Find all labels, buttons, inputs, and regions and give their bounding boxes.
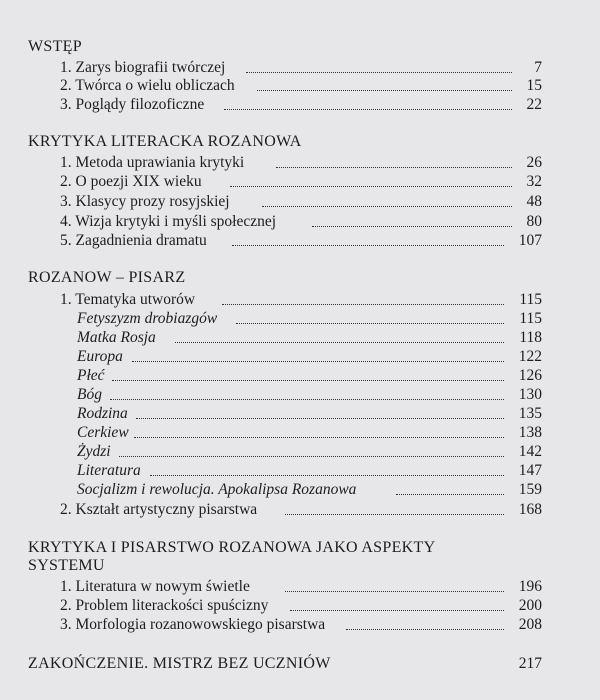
leader-dots bbox=[110, 399, 504, 400]
toc-entry-page: 48 bbox=[526, 193, 542, 210]
toc-entry-page: 107 bbox=[518, 232, 542, 249]
toc-entry bbox=[0, 578, 600, 596]
toc-entry-label: 2. Problem literackości spuścizny bbox=[60, 597, 269, 614]
toc-entry-page: 217 bbox=[518, 655, 542, 672]
leader-dots bbox=[236, 323, 504, 324]
toc-entry-label: 2. O poezji XIX wieku bbox=[60, 173, 202, 190]
leader-dots bbox=[136, 418, 504, 419]
toc-entry-page: 147 bbox=[518, 462, 542, 479]
toc-subentry bbox=[0, 462, 600, 480]
toc-entry-label: 1. Zarys biografii twórczej bbox=[60, 59, 226, 76]
toc-entry-label: 1. Literatura w nowym świetle bbox=[60, 578, 250, 595]
toc-entry-page: 80 bbox=[526, 213, 542, 230]
section-title-krytyka-literacka: KRYTYKA LITERACKA ROZANOWA bbox=[28, 133, 302, 150]
toc-entry bbox=[0, 193, 600, 211]
toc-entry-label: 1. Metoda uprawiania krytyki bbox=[60, 154, 245, 171]
toc-subentry bbox=[0, 329, 600, 347]
toc-entry-page: 32 bbox=[526, 173, 542, 190]
toc-entry-page: 22 bbox=[526, 96, 542, 113]
leader-dots bbox=[285, 591, 504, 592]
toc-entry-label: 3. Klasycy prozy rosyjskiej bbox=[60, 193, 230, 210]
toc-subentry bbox=[0, 481, 600, 499]
toc-entry-label: Płeć bbox=[77, 367, 105, 384]
toc-entry-label: Rodzina bbox=[77, 405, 128, 422]
leader-dots bbox=[230, 186, 512, 187]
leader-dots bbox=[262, 206, 512, 207]
section-title-krytyka-i-pisarstwo-line2: SYSTEMU bbox=[28, 557, 105, 574]
toc-entry bbox=[0, 59, 600, 77]
toc-subentry bbox=[0, 443, 600, 461]
leader-dots bbox=[112, 380, 504, 381]
section-title-krytyka-i-pisarstwo: KRYTYKA I PISARSTWO ROZANOWA JAKO ASPEKTY bbox=[28, 539, 436, 556]
toc-entry bbox=[0, 173, 600, 191]
leader-dots bbox=[346, 629, 504, 630]
toc-entry-page: 126 bbox=[518, 367, 542, 384]
toc-entry bbox=[0, 597, 600, 615]
toc-entry-label: 3. Morfologia rozanowowskiego pisarstwa bbox=[60, 616, 326, 633]
toc-entry-page: 115 bbox=[519, 310, 542, 327]
toc-entry-label: 3. Poglądy filozoficzne bbox=[60, 96, 205, 113]
toc-entry-zakonczenie bbox=[0, 655, 600, 673]
toc-entry bbox=[0, 501, 600, 519]
toc-entry-page: 200 bbox=[518, 597, 542, 614]
section-title-wstep: WSTĘP bbox=[28, 38, 82, 55]
toc-entry-page: 26 bbox=[526, 154, 542, 171]
section-title-rozanow-pisarz: ROZANOW – PISARZ bbox=[28, 269, 186, 286]
leader-dots bbox=[257, 90, 512, 91]
leader-dots bbox=[285, 514, 504, 515]
toc-entry-page: 208 bbox=[518, 616, 542, 633]
toc-entry-page: 138 bbox=[518, 424, 542, 441]
toc-subentry bbox=[0, 386, 600, 404]
leader-dots bbox=[276, 167, 512, 168]
toc-entry-page: 7 bbox=[534, 59, 542, 76]
toc-entry-label: Cerkiew bbox=[77, 424, 129, 441]
toc-entry-label: Żydzi bbox=[77, 443, 111, 460]
toc-entry-label: 4. Wizja krytyki i myśli społecznej bbox=[60, 213, 277, 230]
toc-entry-label: Europa bbox=[77, 348, 123, 365]
leader-dots bbox=[224, 109, 512, 110]
toc-entry-page: 135 bbox=[518, 405, 542, 422]
leader-dots bbox=[340, 668, 504, 669]
toc-entry-page: 159 bbox=[518, 481, 542, 498]
leader-dots bbox=[132, 361, 504, 362]
leader-dots bbox=[119, 456, 504, 457]
toc-entry-page: 122 bbox=[518, 348, 542, 365]
toc-entry-label: 2. Kształt artystyczny pisarstwa bbox=[60, 501, 258, 518]
section-title-zakonczenie: ZAKOŃCZENIE. MISTRZ BEZ UCZNIÓW bbox=[28, 655, 331, 672]
leader-dots bbox=[175, 342, 504, 343]
toc-entry-label: Socjalizm i rewolucja. Apokalipsa Rozanowa bbox=[77, 481, 357, 498]
toc-entry bbox=[0, 213, 600, 231]
toc-subentry bbox=[0, 348, 600, 366]
toc-entry-page: 142 bbox=[518, 443, 542, 460]
toc-entry bbox=[0, 96, 600, 114]
leader-dots bbox=[312, 226, 512, 227]
toc-entry-page: 168 bbox=[518, 501, 542, 518]
toc-entry bbox=[0, 154, 600, 172]
leader-dots bbox=[232, 245, 504, 246]
toc-entry-label: 5. Zagadnienia dramatu bbox=[60, 232, 207, 249]
toc-entry bbox=[0, 77, 600, 95]
toc-subentry bbox=[0, 367, 600, 385]
toc-entry-page: 196 bbox=[518, 578, 542, 595]
toc-entry-label: 1. Tematyka utworów bbox=[60, 291, 196, 308]
toc-subentry bbox=[0, 405, 600, 423]
toc-entry bbox=[0, 232, 600, 250]
toc-entry-label: Matka Rosja bbox=[77, 329, 156, 346]
toc-subentry bbox=[0, 310, 600, 328]
leader-dots bbox=[246, 72, 512, 73]
toc-entry bbox=[0, 291, 600, 309]
toc-entry-page: 130 bbox=[518, 386, 542, 403]
toc-entry-page: 115 bbox=[519, 291, 542, 308]
leader-dots bbox=[290, 610, 504, 611]
leader-dots bbox=[222, 304, 504, 305]
toc-entry-page: 118 bbox=[519, 329, 542, 346]
toc-entry-label: Bóg bbox=[77, 386, 102, 403]
leader-dots bbox=[134, 437, 504, 438]
toc-subentry bbox=[0, 424, 600, 442]
toc-entry-page: 15 bbox=[526, 77, 542, 94]
toc-entry-label: Literatura bbox=[77, 462, 141, 479]
toc-entry bbox=[0, 616, 600, 634]
leader-dots bbox=[396, 494, 504, 495]
toc-entry-label: 2. Twórca o wielu obliczach bbox=[60, 77, 235, 94]
toc-entry-label: Fetyszyzm drobiazgów bbox=[77, 310, 218, 327]
leader-dots bbox=[150, 475, 504, 476]
